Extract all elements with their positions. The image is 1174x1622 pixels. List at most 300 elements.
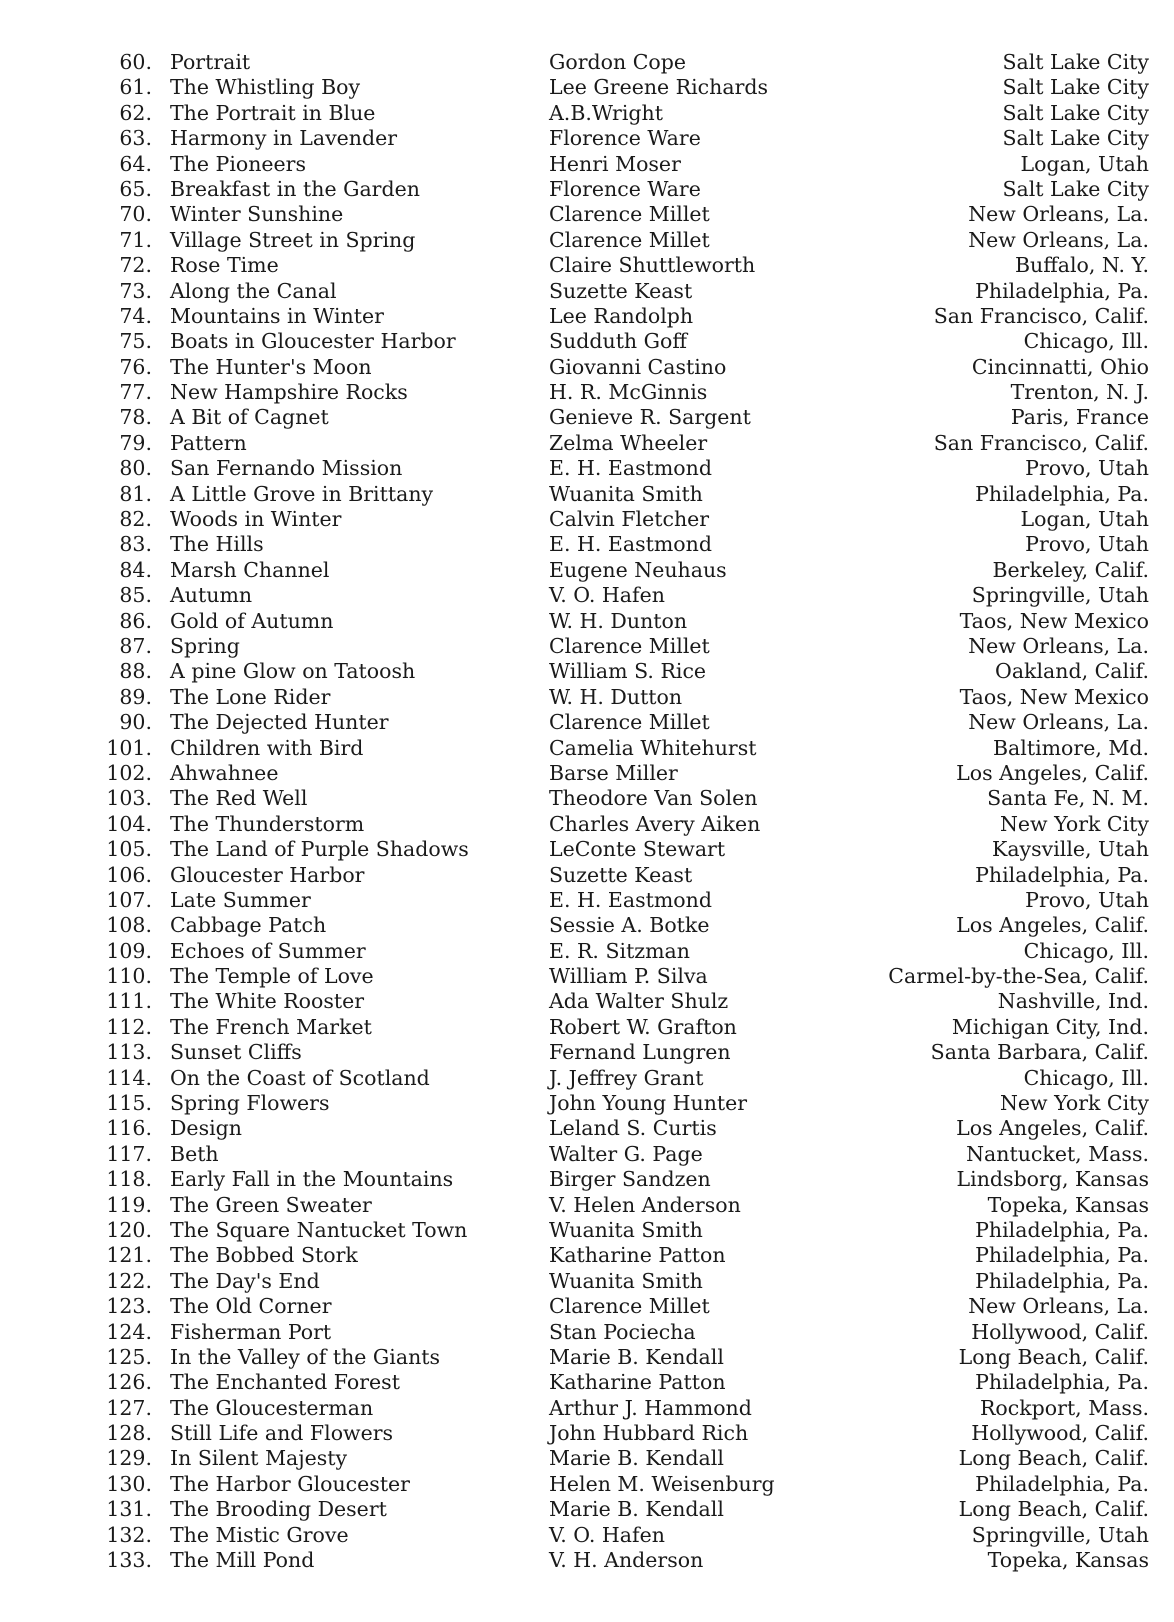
entry-number: 121.: [106, 1243, 152, 1268]
entry-city: New Orleans, La.: [968, 633, 1149, 658]
catalog-entry: [0, 710, 1174, 735]
entry-title: Still Life and Flowers: [170, 1421, 394, 1446]
entry-artist: Suzette Keast: [549, 862, 693, 887]
entry-city: Paris, France: [1010, 405, 1149, 430]
entry-title: Ahwahnee: [170, 760, 279, 785]
entry-artist: Walter G. Page: [549, 1141, 703, 1166]
catalog-entry: [0, 1497, 1174, 1522]
entry-title: The Brooding Desert: [170, 1497, 387, 1522]
entry-artist: E. H. Eastmond: [549, 532, 712, 557]
catalog-entry: [0, 279, 1174, 304]
entry-title: Sunset Cliffs: [170, 1040, 302, 1065]
entry-title: The Red Well: [170, 786, 308, 811]
catalog-entry: [0, 532, 1174, 557]
entry-title: Cabbage Patch: [170, 913, 327, 938]
entry-title: The Bobbed Stork: [170, 1243, 358, 1268]
entry-number: 124.: [106, 1319, 152, 1344]
entry-city: Philadelphia, Pa.: [975, 278, 1149, 303]
entry-artist: Clarence Millet: [549, 1294, 710, 1319]
catalog-entry: [0, 1269, 1174, 1294]
entry-city: Baltimore, Md.: [992, 735, 1149, 760]
entry-title: Fisherman Port: [170, 1319, 332, 1344]
entry-artist: Wuanita Smith: [549, 1268, 703, 1293]
entry-title: Spring: [170, 633, 240, 658]
entry-title: Woods in Winter: [170, 507, 342, 532]
entry-number: 120.: [106, 1217, 152, 1242]
catalog-entry: [0, 355, 1174, 380]
catalog-entry: [0, 583, 1174, 608]
catalog-entry: [0, 1345, 1174, 1370]
entry-artist: Fernand Lungren: [549, 1040, 731, 1065]
catalog-entry: [0, 380, 1174, 405]
entry-number: 88.: [119, 659, 152, 684]
entry-city: Chicago, Ill.: [1023, 1065, 1149, 1090]
entry-city: Berkeley, Calif.: [992, 557, 1149, 582]
entry-number: 133.: [106, 1548, 152, 1573]
entry-artist: E. H. Eastmond: [549, 456, 712, 481]
entry-artist: Sudduth Goff: [549, 329, 687, 354]
entry-artist: V. O. Hafen: [549, 1522, 665, 1547]
entry-city: Nantucket, Mass.: [966, 1141, 1149, 1166]
entry-artist: Clarence Millet: [549, 710, 710, 735]
entry-city: Philadelphia, Pa.: [975, 1217, 1149, 1242]
entry-number: 101.: [106, 735, 152, 760]
entry-city: Philadelphia, Pa.: [975, 1471, 1149, 1496]
entry-artist: Ada Walter Shulz: [549, 989, 729, 1014]
entry-city: New York City: [999, 1091, 1149, 1116]
catalog-entry: [0, 1548, 1174, 1573]
entry-number: 89.: [119, 684, 152, 709]
entry-number: 72.: [119, 253, 152, 278]
entry-number: 103.: [106, 786, 152, 811]
catalog-entry: [0, 913, 1174, 938]
entry-number: 105.: [106, 837, 152, 862]
entry-artist: Robert W. Grafton: [549, 1014, 737, 1039]
catalog-entry: [0, 1142, 1174, 1167]
entry-number: 83.: [119, 532, 152, 557]
entry-artist: Katharine Patton: [549, 1243, 726, 1268]
entry-city: Springville, Utah: [971, 583, 1149, 608]
entry-number: 112.: [106, 1014, 152, 1039]
catalog-entry: [0, 126, 1174, 151]
catalog-entry: [0, 202, 1174, 227]
entry-title: On the Coast of Scotland: [170, 1065, 430, 1090]
catalog-entry: [0, 1066, 1174, 1091]
entry-artist: V. H. Anderson: [549, 1548, 704, 1573]
entry-artist: William P. Silva: [549, 964, 708, 989]
entry-artist: Suzette Keast: [549, 278, 693, 303]
entry-title: Breakfast in the Garden: [170, 176, 420, 201]
entry-title: The Pioneers: [170, 151, 307, 176]
entry-number: 73.: [119, 278, 152, 303]
entry-city: Salt Lake City: [1002, 75, 1149, 100]
entry-title: In the Valley of the Giants: [170, 1344, 441, 1369]
entry-number: 109.: [106, 938, 152, 963]
entry-artist: E. R. Sitzman: [549, 938, 690, 963]
catalog-entry: [0, 939, 1174, 964]
entry-number: 130.: [106, 1471, 152, 1496]
catalog-list: [0, 50, 1174, 1573]
entry-number: 87.: [119, 633, 152, 658]
entry-number: 65.: [119, 176, 152, 201]
entry-title: The Hills: [170, 532, 264, 557]
entry-artist: John Hubbard Rich: [549, 1421, 749, 1446]
entry-number: 110.: [106, 964, 152, 989]
entry-artist: Gordon Cope: [549, 50, 686, 74]
entry-title: New Hampshire Rocks: [170, 380, 408, 405]
entry-city: Hollywood, Calif.: [971, 1421, 1149, 1446]
entry-city: Nashville, Ind.: [997, 989, 1149, 1014]
entry-city: Provo, Utah: [1025, 887, 1149, 912]
catalog-entry: [0, 456, 1174, 481]
catalog-entry: [0, 101, 1174, 126]
catalog-entry: [0, 1243, 1174, 1268]
catalog-entry: [0, 1396, 1174, 1421]
entry-city: Provo, Utah: [1025, 456, 1149, 481]
entry-number: 71.: [119, 227, 152, 252]
entry-city: Long Beach, Calif.: [958, 1344, 1149, 1369]
entry-artist: Genieve R. Sargent: [549, 405, 751, 430]
entry-artist: W. H. Dutton: [549, 684, 683, 709]
entry-number: 64.: [119, 151, 152, 176]
entry-number: 79.: [119, 430, 152, 455]
entry-title: A pine Glow on Tatoosh: [170, 659, 416, 684]
entry-number: 113.: [106, 1040, 152, 1065]
catalog-entry: [0, 837, 1174, 862]
entry-artist: Claire Shuttleworth: [549, 253, 756, 278]
catalog-entry: [0, 1091, 1174, 1116]
entry-number: 86.: [119, 608, 152, 633]
entry-city: Chicago, Ill.: [1023, 329, 1149, 354]
entry-artist: Wuanita Smith: [549, 1217, 703, 1242]
catalog-entry: [0, 1446, 1174, 1471]
entry-number: 84.: [119, 557, 152, 582]
entry-number: 85.: [119, 583, 152, 608]
catalog-entry: [0, 1523, 1174, 1548]
entry-number: 108.: [106, 913, 152, 938]
catalog-entry: [0, 405, 1174, 430]
catalog-entry: [0, 1370, 1174, 1395]
catalog-entry: [0, 152, 1174, 177]
entry-city: Chicago, Ill.: [1023, 938, 1149, 963]
entry-number: 81.: [119, 481, 152, 506]
entry-city: Santa Fe, N. M.: [987, 786, 1149, 811]
entry-city: Salt Lake City: [1002, 176, 1149, 201]
entry-number: 90.: [119, 710, 152, 735]
entry-number: 131.: [106, 1497, 152, 1522]
catalog-entry: [0, 558, 1174, 583]
catalog-entry: [0, 1472, 1174, 1497]
entry-city: Buffalo, N. Y.: [1014, 253, 1149, 278]
entry-artist: Lee Greene Richards: [549, 75, 769, 100]
catalog-entry: [0, 482, 1174, 507]
entry-title: The Gloucesterman: [170, 1395, 374, 1420]
catalog-entry: [0, 228, 1174, 253]
entry-title: In Silent Majesty: [170, 1446, 348, 1471]
entry-number: 114.: [106, 1065, 152, 1090]
entry-title: The French Market: [170, 1014, 372, 1039]
catalog-entry: [0, 1218, 1174, 1243]
catalog-entry: [0, 634, 1174, 659]
catalog-entry: [0, 685, 1174, 710]
entry-title: The Hunter's Moon: [170, 354, 372, 379]
entry-city: Los Angeles, Calif.: [956, 1116, 1149, 1141]
entry-artist: Katharine Patton: [549, 1370, 726, 1395]
entry-city: New York City: [999, 811, 1149, 836]
catalog-entry: [0, 1294, 1174, 1319]
entry-artist: Lee Randolph: [549, 303, 694, 328]
entry-title: Winter Sunshine: [170, 202, 344, 227]
entry-artist: Arthur J. Hammond: [549, 1395, 752, 1420]
catalog-entry: [0, 736, 1174, 761]
entry-city: San Francisco, Calif.: [933, 303, 1149, 328]
entry-city: Los Angeles, Calif.: [956, 760, 1149, 785]
entry-title: The Land of Purple Shadows: [170, 837, 469, 862]
entry-city: New Orleans, La.: [968, 202, 1149, 227]
catalog-entry: [0, 177, 1174, 202]
catalog-entry: [0, 609, 1174, 634]
entry-number: 82.: [119, 507, 152, 532]
entry-title: Boats in Gloucester Harbor: [170, 329, 456, 354]
catalog-entry: [0, 1320, 1174, 1345]
entry-title: The Thunderstorm: [170, 811, 365, 836]
entry-city: Rockport, Mass.: [980, 1395, 1149, 1420]
entry-artist: V. O. Hafen: [549, 583, 665, 608]
entry-title: Children with Bird: [170, 735, 364, 760]
entry-title: The Old Corner: [170, 1294, 332, 1319]
entry-title: The Temple of Love: [170, 964, 374, 989]
catalog-entry: [0, 431, 1174, 456]
entry-artist: Clarence Millet: [549, 202, 710, 227]
entry-number: 132.: [106, 1522, 152, 1547]
entry-number: 111.: [106, 989, 152, 1014]
entry-title: The Mill Pond: [170, 1548, 315, 1573]
entry-title: A Bit of Cagnet: [170, 405, 329, 430]
catalog-entry: [0, 304, 1174, 329]
entry-city: Kaysville, Utah: [992, 837, 1149, 862]
entry-title: The Mistic Grove: [170, 1522, 349, 1547]
entry-city: Topeka, Kansas: [987, 1192, 1149, 1217]
entry-title: Spring Flowers: [170, 1091, 330, 1116]
catalog-entry: [0, 329, 1174, 354]
entry-title: Echoes of Summer: [170, 938, 366, 963]
entry-city: Provo, Utah: [1025, 532, 1149, 557]
entry-title: Early Fall in the Mountains: [170, 1167, 454, 1192]
entry-number: 80.: [119, 456, 152, 481]
entry-city: Los Angeles, Calif.: [956, 913, 1149, 938]
entry-city: Long Beach, Calif.: [958, 1446, 1149, 1471]
entry-city: Taos, New Mexico: [959, 608, 1149, 633]
entry-city: San Francisco, Calif.: [933, 430, 1149, 455]
entry-city: Long Beach, Calif.: [958, 1497, 1149, 1522]
catalog-entry: [0, 50, 1174, 75]
entry-artist: LeConte Stewart: [549, 837, 726, 862]
entry-artist: Marie B. Kendall: [549, 1497, 724, 1522]
entry-title: Marsh Channel: [170, 557, 330, 582]
entry-city: Topeka, Kansas: [987, 1548, 1149, 1573]
entry-number: 76.: [119, 354, 152, 379]
entry-city: Salt Lake City: [1002, 100, 1149, 125]
entry-artist: Helen M. Weisenburg: [549, 1471, 775, 1496]
entry-city: Oakland, Calif.: [995, 659, 1149, 684]
catalog-entry: [0, 1015, 1174, 1040]
entry-title: Mountains in Winter: [170, 303, 384, 328]
entry-number: 74.: [119, 303, 152, 328]
entry-number: 75.: [119, 329, 152, 354]
entry-city: Salt Lake City: [1002, 126, 1149, 151]
entry-artist: William S. Rice: [549, 659, 707, 684]
entry-city: Michigan City, Ind.: [951, 1014, 1149, 1039]
entry-city: Salt Lake City: [1002, 50, 1149, 74]
entry-artist: A.B.Wright: [549, 100, 663, 125]
entry-number: 118.: [106, 1167, 152, 1192]
entry-title: The Dejected Hunter: [170, 710, 389, 735]
entry-artist: V. Helen Anderson: [549, 1192, 741, 1217]
entry-city: Santa Barbara, Calif.: [930, 1040, 1149, 1065]
catalog-entry: [0, 1167, 1174, 1192]
entry-artist: W. H. Dunton: [549, 608, 688, 633]
entry-artist: Florence Ware: [549, 126, 701, 151]
entry-artist: J. Jeffrey Grant: [549, 1065, 704, 1090]
entry-title: The Harbor Gloucester: [170, 1471, 410, 1496]
catalog-entry: [0, 812, 1174, 837]
entry-city: Taos, New Mexico: [959, 684, 1149, 709]
entry-city: Springville, Utah: [971, 1522, 1149, 1547]
entry-number: 106.: [106, 862, 152, 887]
entry-number: 129.: [106, 1446, 152, 1471]
entry-city: Philadelphia, Pa.: [975, 1268, 1149, 1293]
entry-city: Philadelphia, Pa.: [975, 481, 1149, 506]
entry-city: New Orleans, La.: [968, 710, 1149, 735]
entry-title: The Day's End: [170, 1268, 320, 1293]
entry-city: New Orleans, La.: [968, 1294, 1149, 1319]
entry-city: Lindsborg, Kansas: [956, 1167, 1149, 1192]
entry-artist: Barse Miller: [549, 760, 678, 785]
entry-artist: Charles Avery Aiken: [549, 811, 761, 836]
entry-title: A Little Grove in Brittany: [170, 481, 434, 506]
entry-artist: Leland S. Curtis: [549, 1116, 717, 1141]
entry-title: Portrait: [170, 50, 251, 74]
entry-title: Beth: [170, 1141, 219, 1166]
entry-city: Hollywood, Calif.: [971, 1319, 1149, 1344]
entry-number: 70.: [119, 202, 152, 227]
entry-artist: Calvin Fletcher: [549, 507, 710, 532]
entry-artist: Birger Sandzen: [549, 1167, 711, 1192]
entry-artist: Camelia Whitehurst: [549, 735, 757, 760]
entry-number: 127.: [106, 1395, 152, 1420]
entry-city: New Orleans, La.: [968, 227, 1149, 252]
entry-number: 104.: [106, 811, 152, 836]
entry-number: 77.: [119, 380, 152, 405]
entry-city: Trenton, N. J.: [1010, 380, 1149, 405]
entry-title: Pattern: [170, 430, 247, 455]
catalog-entry: [0, 761, 1174, 786]
entry-artist: John Young Hunter: [549, 1091, 748, 1116]
entry-artist: Marie B. Kendall: [549, 1446, 724, 1471]
entry-title: Autumn: [170, 583, 253, 608]
entry-title: The Lone Rider: [170, 684, 331, 709]
catalog-entry: [0, 507, 1174, 532]
catalog-entry: [0, 964, 1174, 989]
entry-title: Gloucester Harbor: [170, 862, 365, 887]
entry-artist: Eugene Neuhaus: [549, 557, 727, 582]
entry-number: 122.: [106, 1268, 152, 1293]
entry-artist: Wuanita Smith: [549, 481, 703, 506]
catalog-entry: [0, 786, 1174, 811]
entry-number: 125.: [106, 1344, 152, 1369]
entry-artist: Clarence Millet: [549, 633, 710, 658]
entry-artist: Stan Pociecha: [549, 1319, 696, 1344]
entry-artist: Clarence Millet: [549, 227, 710, 252]
catalog-entry: [0, 75, 1174, 100]
entry-title: The Whistling Boy: [170, 75, 361, 100]
entry-artist: Marie B. Kendall: [549, 1344, 724, 1369]
entry-title: Harmony in Lavender: [170, 126, 398, 151]
entry-artist: Theodore Van Solen: [549, 786, 758, 811]
catalog-entry: [0, 863, 1174, 888]
entry-artist: Henri Moser: [549, 151, 681, 176]
entry-title: Rose Time: [170, 253, 279, 278]
entry-number: 60.: [119, 50, 152, 74]
entry-number: 78.: [119, 405, 152, 430]
catalog-entry: [0, 1040, 1174, 1065]
entry-city: Cincinnatti, Ohio: [971, 354, 1149, 379]
entry-title: Village Street in Spring: [170, 227, 416, 252]
entry-number: 128.: [106, 1421, 152, 1446]
entry-number: 107.: [106, 887, 152, 912]
catalog-entry: [0, 659, 1174, 684]
entry-number: 116.: [106, 1116, 152, 1141]
entry-title: Late Summer: [170, 887, 311, 912]
entry-number: 102.: [106, 760, 152, 785]
entry-title: Design: [170, 1116, 242, 1141]
entry-title: The Enchanted Forest: [170, 1370, 400, 1395]
entry-number: 63.: [119, 126, 152, 151]
entry-title: The Green Sweater: [170, 1192, 372, 1217]
entry-number: 119.: [106, 1192, 152, 1217]
entry-number: 117.: [106, 1141, 152, 1166]
entry-number: 123.: [106, 1294, 152, 1319]
entry-city: Philadelphia, Pa.: [975, 1243, 1149, 1268]
entry-artist: E. H. Eastmond: [549, 887, 712, 912]
entry-city: Logan, Utah: [1020, 151, 1149, 176]
entry-artist: Zelma Wheeler: [549, 430, 708, 455]
entry-artist: Giovanni Castino: [549, 354, 727, 379]
catalog-entry: [0, 253, 1174, 278]
catalog-entry: [0, 989, 1174, 1014]
entry-artist: H. R. McGinnis: [549, 380, 708, 405]
entry-artist: Florence Ware: [549, 176, 701, 201]
entry-title: Along the Canal: [170, 278, 337, 303]
entry-city: Philadelphia, Pa.: [975, 1370, 1149, 1395]
catalog-entry: [0, 1193, 1174, 1218]
entry-title: The White Rooster: [170, 989, 365, 1014]
entry-city: Carmel-by-the-Sea, Calif.: [888, 964, 1149, 989]
catalog-entry: [0, 1421, 1174, 1446]
entry-number: 115.: [106, 1091, 152, 1116]
entry-number: 126.: [106, 1370, 152, 1395]
catalog-entry: [0, 888, 1174, 913]
entry-title: San Fernando Mission: [170, 456, 403, 481]
entry-title: The Portrait in Blue: [170, 100, 376, 125]
entry-title: Gold of Autumn: [170, 608, 334, 633]
entry-artist: Sessie A. Botke: [549, 913, 710, 938]
entry-number: 61.: [119, 75, 152, 100]
entry-city: Logan, Utah: [1020, 507, 1149, 532]
entry-title: The Square Nantucket Town: [170, 1217, 468, 1242]
entry-city: Philadelphia, Pa.: [975, 862, 1149, 887]
catalog-entry: [0, 1116, 1174, 1141]
